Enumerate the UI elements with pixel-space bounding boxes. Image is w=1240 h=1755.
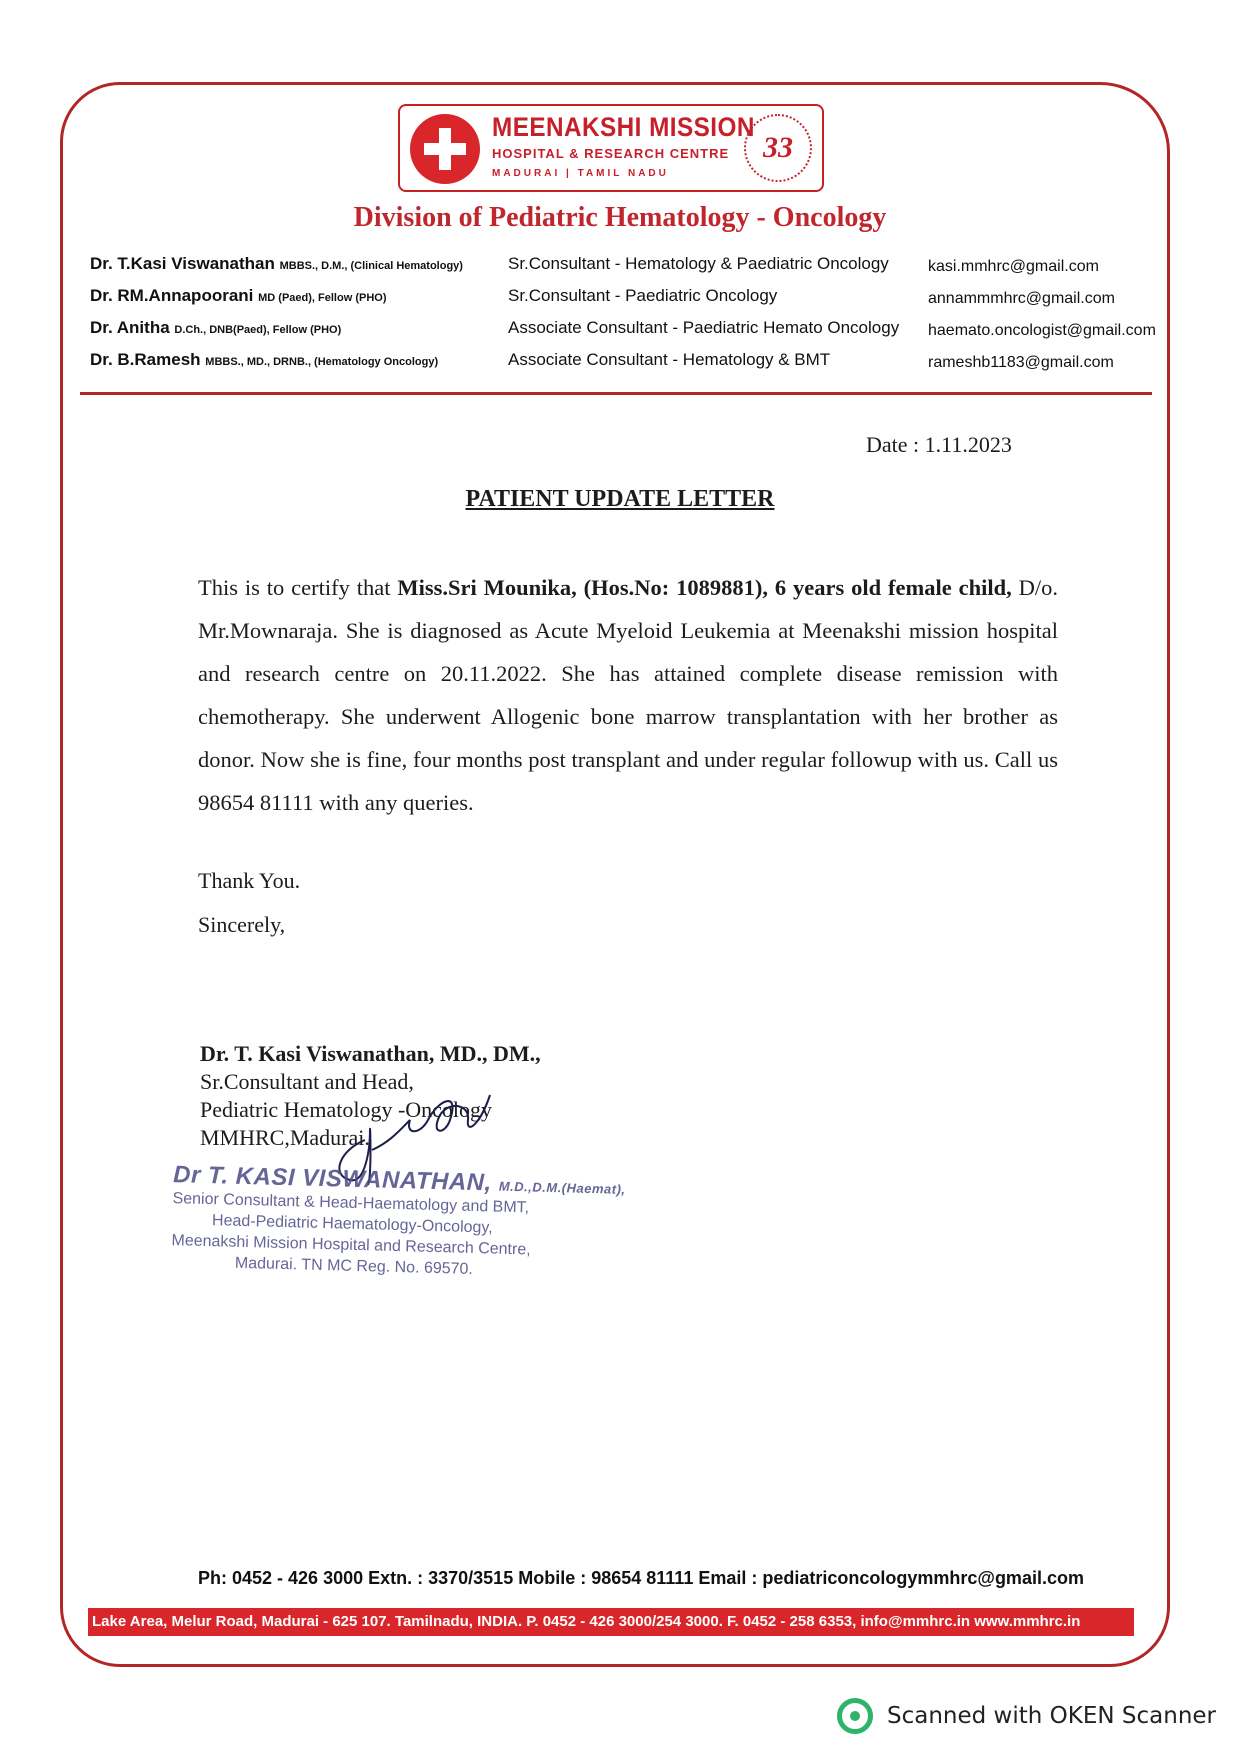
staff-name: Dr. Anitha D.Ch., DNB(Paed), Fellow (PHO) (90, 318, 342, 337)
anniversary-badge: 33 (744, 114, 812, 182)
staff-email: annammmhrc@gmail.com (928, 290, 1115, 307)
staff-name: Dr. RM.Annapoorani MD (Paed), Fellow (PHO) (90, 286, 387, 305)
signatory-name: Dr. T. Kasi Viswanathan, MD., DM., (200, 1041, 541, 1066)
scanner-label: Scanned with OKEN Scanner (887, 1703, 1216, 1729)
staff-role: Associate Consultant - Hematology & BMT (508, 350, 831, 369)
footer-contact: Ph: 0452 - 426 3000 Extn. : 3370/3515 Mobile : 98654 81111 Email : pediatriconcologymmhrc@gmail.com (198, 1568, 1084, 1588)
hospital-logo (398, 104, 824, 192)
logo-subtitle: HOSPITAL & RESEARCH CENTRE (492, 146, 730, 161)
scanner-watermark (837, 1698, 1216, 1734)
staff-role: Sr.Consultant - Paediatric Oncology (508, 286, 778, 305)
signatory-title: Sr.Consultant and Head, (200, 1069, 414, 1094)
letter-title: PATIENT UPDATE LETTER (465, 486, 775, 512)
staff-email: kasi.mmhrc@gmail.com (928, 258, 1099, 275)
staff-email: rameshb1183@gmail.com (928, 354, 1114, 371)
header-divider (80, 392, 1152, 395)
staff-name: Dr. B.Ramesh MBBS., MD., DRNB., (Hematology Oncology) (90, 350, 439, 369)
doctor-stamp: Dr T. KASI VISWANATHAN, M.D.,D.M.(Haemat), Senior Consultant & Head-Haematology and BMT, Head-Pediatric Haematology-Oncology, Meenakshi Mission Hospital and Research Centre, Madurai. TN MC Reg. No. 69570. (171, 1161, 626, 1278)
logo-name: MEENAKSHI MISSION (492, 112, 755, 142)
red-cross-icon (410, 114, 480, 184)
signatory-department: Pediatric Hematology -Oncology (200, 1097, 493, 1122)
logo-location: MADURAI | TAMIL NADU (492, 168, 669, 179)
patient-details: Miss.Sri Mounika, (Hos.No: 1089881), 6 years old female child, (397, 575, 1012, 600)
footer-address-bar: Lake Area, Melur Road, Madurai - 625 107. Tamilnadu, INDIA. P. 0452 - 426 3000/254 3000. F. 0452 - 258 6353, info@mmhrc.in www.mmhrc.in (88, 1608, 1134, 1636)
sincerely: Sincerely, (198, 912, 286, 937)
division-title: Division of Pediatric Hematology - Oncology (353, 202, 887, 233)
staff-email: haemato.oncologist@gmail.com (928, 322, 1156, 339)
letter-body: This is to certify that Miss.Sri Mounika, (Hos.No: 1089881), 6 years old female child, D/o. Mr.Mownaraja. She is diagnosed as Acute Myeloid Leukemia at Meenakshi mission hospital and research centre on 20.11.2022. She has attained complete disease remission with chemotherapy. She underwent Allogenic bone marrow transplantation with her brother as donor. Now she is fine, four months post transplant and under regular followup with us. Call us 98654 81111 with any queries. (198, 575, 1059, 815)
oken-scanner-icon (837, 1698, 873, 1734)
letter-date: Date : 1.11.2023 (866, 432, 1012, 457)
signatory-org: MMHRC,Madurai. (200, 1125, 370, 1150)
staff-name: Dr. T.Kasi Viswanathan MBBS., D.M., (Clinical Hematology) (90, 254, 463, 273)
thank-you: Thank You. (198, 868, 301, 893)
staff-role: Associate Consultant - Paediatric Hemato Oncology (508, 318, 900, 337)
staff-role: Sr.Consultant - Hematology & Paediatric Oncology (508, 254, 889, 273)
